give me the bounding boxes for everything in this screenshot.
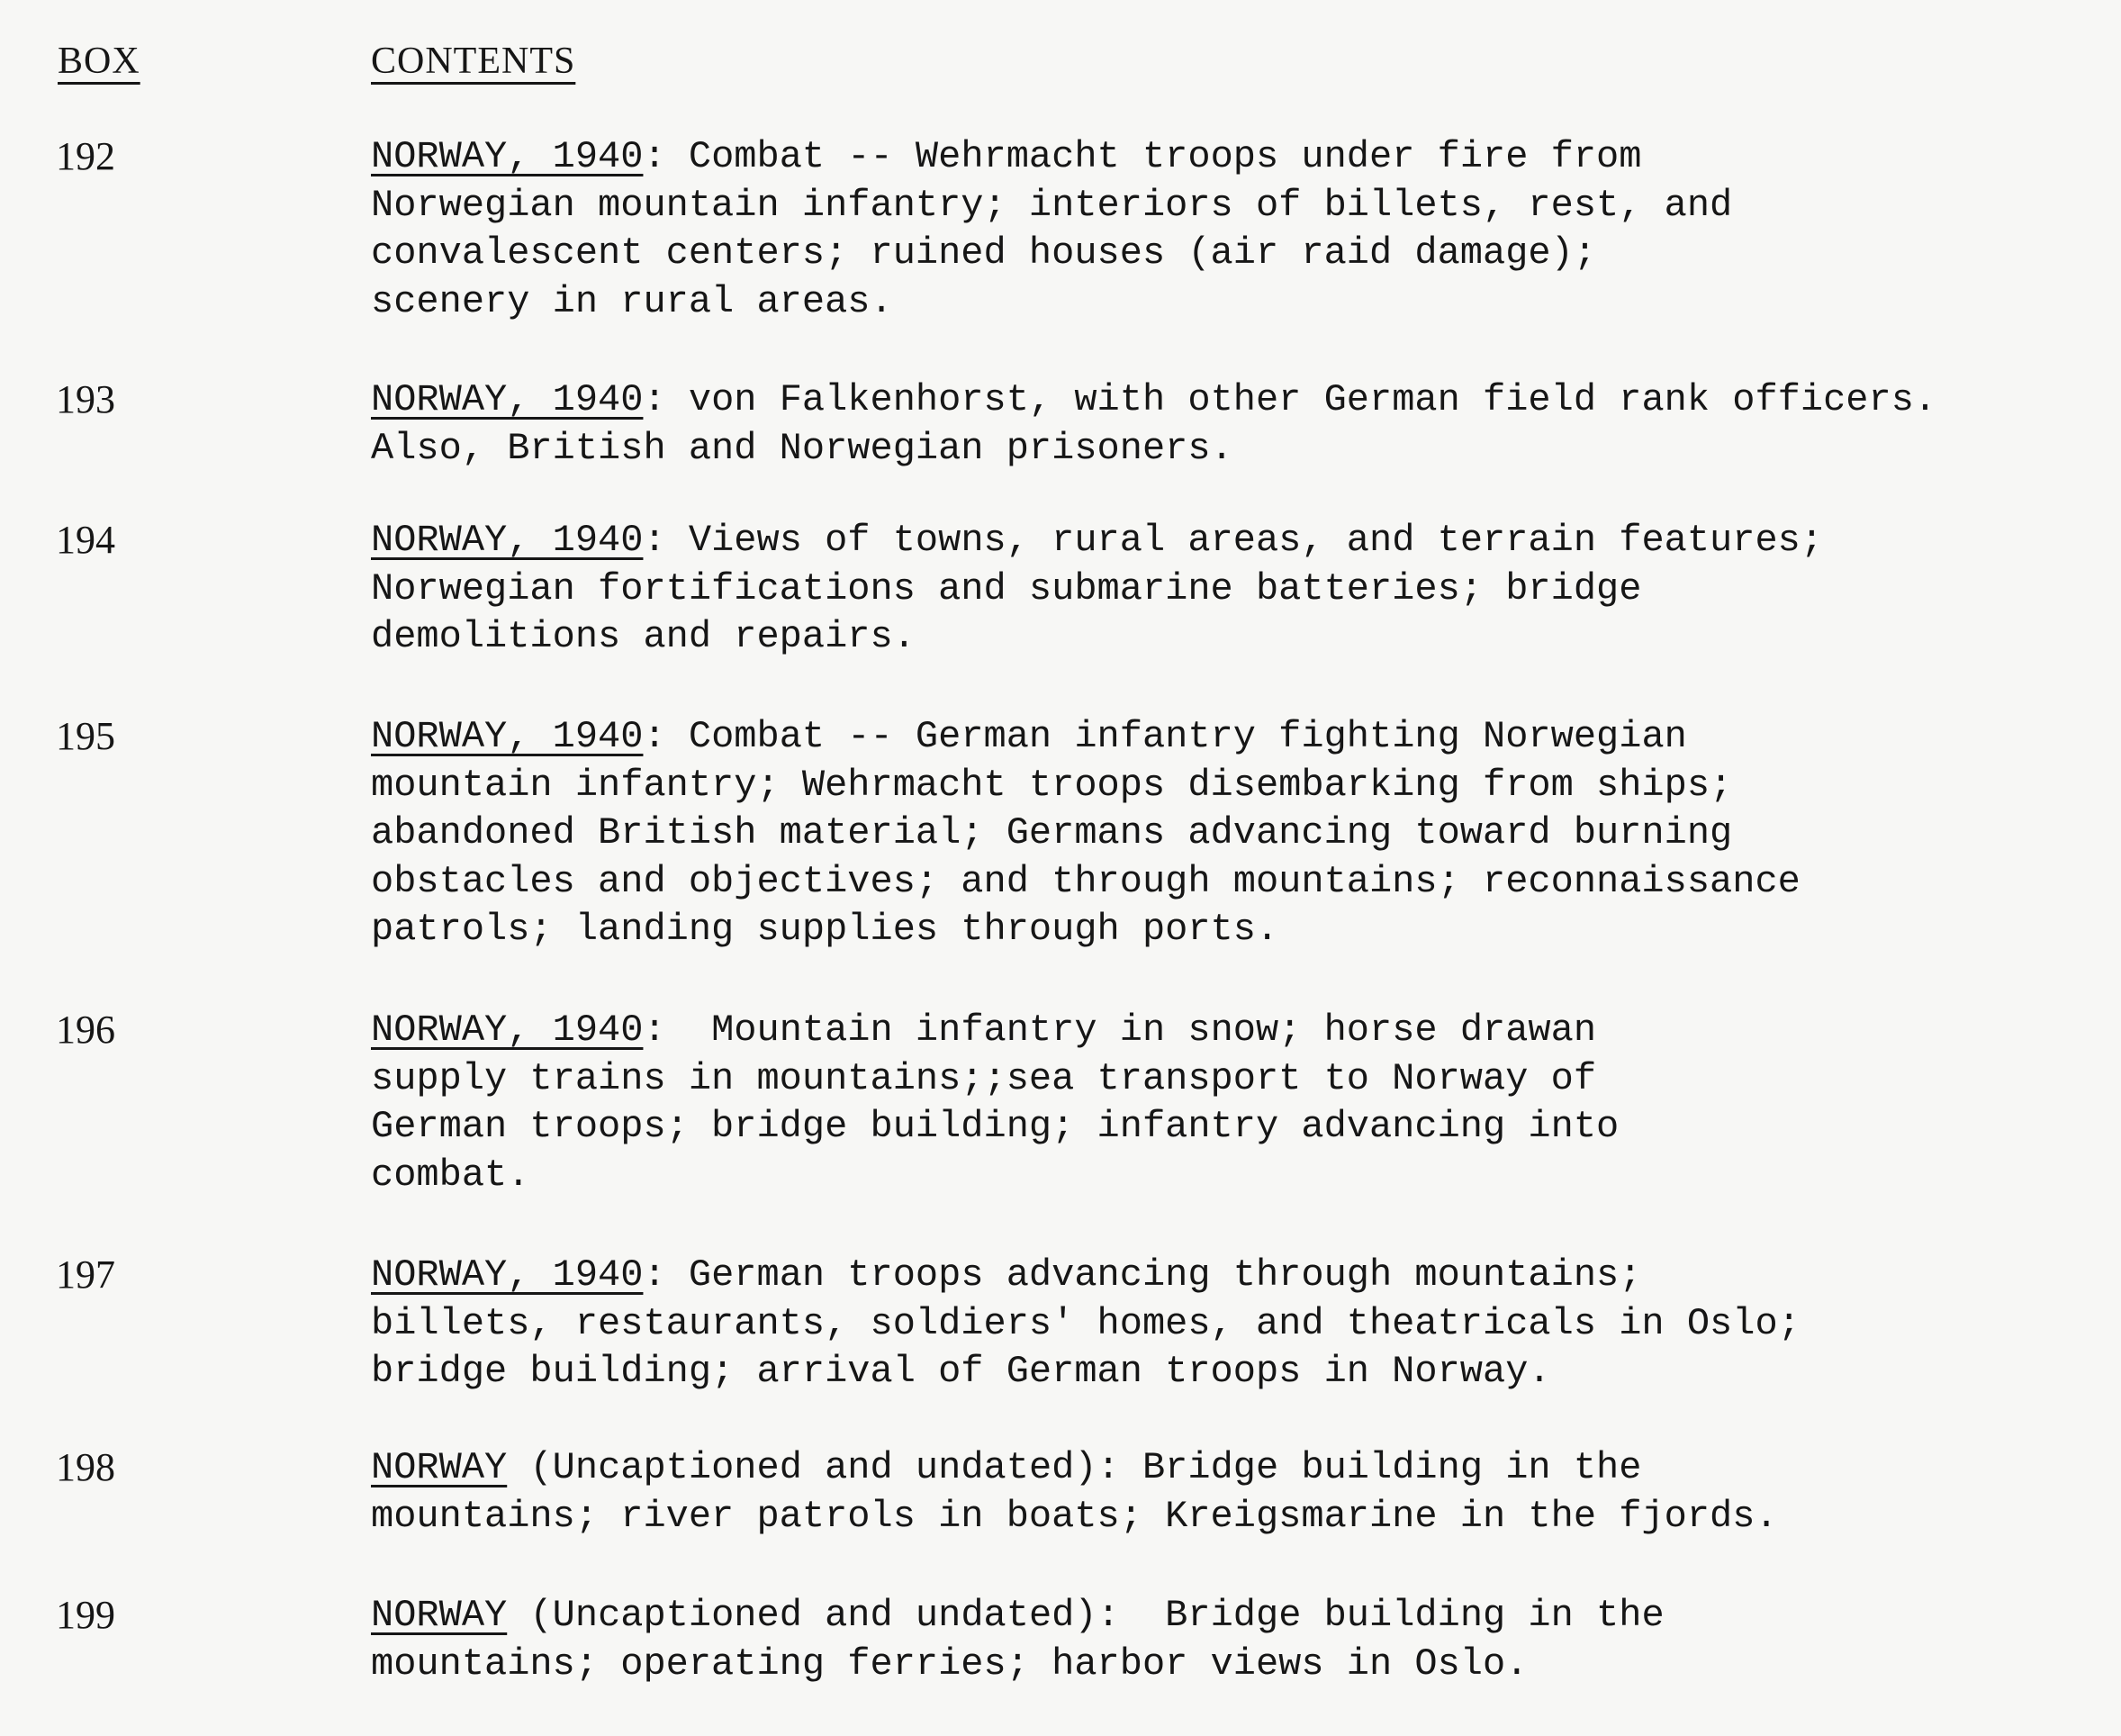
entry-description <box>371 133 2081 326</box>
entry-separator: : <box>643 519 689 562</box>
box-number: 196 <box>56 1008 115 1052</box>
entry-text: (Uncaptioned and undated): Bridge building in the mountains; river patrols in boats; Kreigsmarine in the fjords. <box>371 1446 1778 1538</box>
box-number: 199 <box>56 1593 115 1637</box>
box-number: 192 <box>56 134 115 178</box>
entry-description <box>371 713 2081 954</box>
entry-separator: : <box>643 715 689 758</box>
entry-description <box>371 517 2081 662</box>
entry-heading: NORWAY, 1940 <box>371 1253 644 1297</box>
box-number: 197 <box>56 1252 115 1297</box>
box-number: 198 <box>56 1445 115 1489</box>
entry-text: German troops advancing through mountains; billets, restaurants, soldiers' homes, and theatricals in Oslo; bridge building; arrival of German troops in Norway. <box>371 1253 1801 1393</box>
entry-description <box>371 376 2081 473</box>
entry-separator <box>507 1594 529 1637</box>
entry-separator: : <box>643 1253 689 1297</box>
entry-text: (Uncaptioned and undated): Bridge building in the mountains; operating ferries; harbor views in Oslo. <box>371 1594 1665 1686</box>
entry-separator: : <box>643 378 689 421</box>
entry-description <box>371 1592 2081 1688</box>
entry-text: Views of towns, rural areas, and terrain features; Norwegian fortifications and submarine batteries; bridge demolitions and repairs. <box>371 519 1824 658</box>
entry-text: Combat -- Wehrmacht troops under fire from Norwegian mountain infantry; interiors of billets, rest, and convalescent centers; ruined houses (air raid damage); scenery in rural areas. <box>371 135 1733 323</box>
entry-heading: NORWAY, 1940 <box>371 378 644 421</box>
box-number: 193 <box>56 377 115 421</box>
entry-heading: NORWAY, 1940 <box>371 1008 644 1052</box>
entry-heading: NORWAY, 1940 <box>371 715 644 758</box>
entry-description <box>371 1252 2081 1397</box>
entry-separator: : <box>643 1008 712 1052</box>
box-number: 194 <box>56 518 115 562</box>
box-number: 195 <box>56 714 115 758</box>
entry-heading: NORWAY <box>371 1446 508 1489</box>
entry-separator <box>507 1446 529 1489</box>
entry-heading: NORWAY, 1940 <box>371 135 644 178</box>
entry-description <box>371 1007 2081 1199</box>
entry-separator: : <box>643 135 689 178</box>
entry-text: Mountain infantry in snow; horse drawan supply trains in mountains;;sea transport to Norway of German troops; bridge building; infantry advancing into combat. <box>371 1008 1620 1197</box>
entry-text: von Falkenhorst, with other German field rank officers. Also, British and Norwegian prisoners. <box>371 378 1937 470</box>
entry-heading: NORWAY <box>371 1594 508 1637</box>
entry-text: Combat -- German infantry fighting Norwegian mountain infantry; Wehrmacht troops disembarking from ships; abandoned British material; Germans advancing toward burning obstacles and objectives; and through mountains; reconnaissance patrols; landing supplies through ports. <box>371 715 1801 951</box>
box-column-header: BOX <box>58 41 140 82</box>
entry-heading: NORWAY, 1940 <box>371 519 644 562</box>
contents-column-header: CONTENTS <box>371 41 576 82</box>
entry-description <box>371 1444 2081 1541</box>
